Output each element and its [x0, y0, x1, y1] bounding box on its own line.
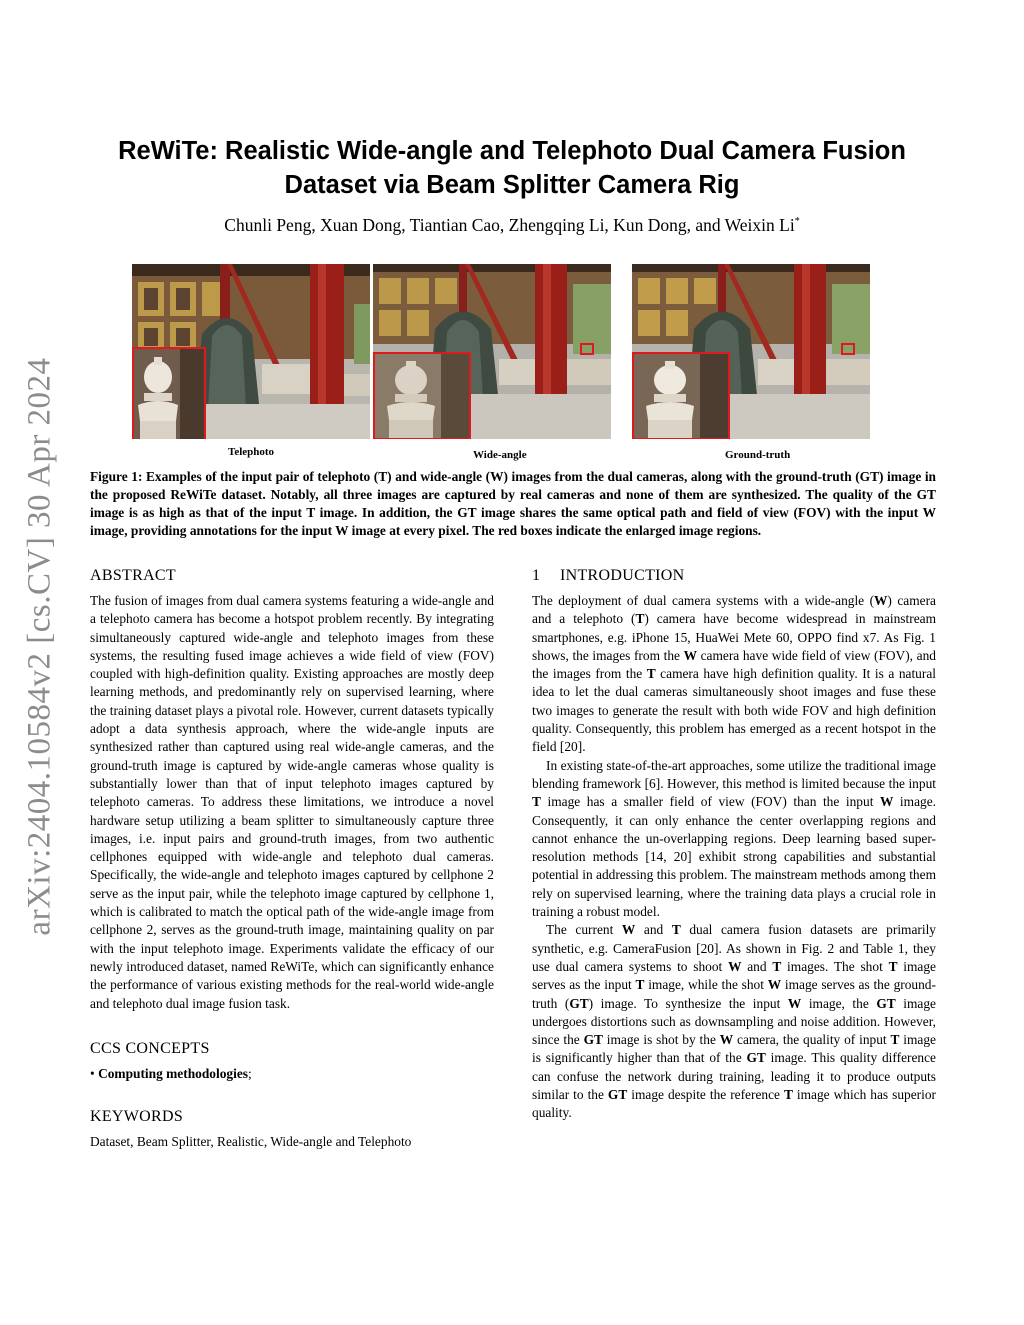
text-run: image undergoes distortions such as downsampling and noise addition. However, since the: [532, 995, 936, 1048]
bold-term: T: [635, 611, 645, 627]
ccs-item-label: Computing methodologies: [98, 1065, 248, 1081]
bold-term: W: [879, 794, 894, 810]
author-list: [60, 215, 964, 236]
bold-term: GT: [607, 1087, 628, 1103]
intro-paragraph-3: [532, 921, 936, 1122]
text-run: camera, the quality of input: [733, 1032, 891, 1048]
bold-term: W: [874, 593, 888, 608]
bold-term: T: [890, 1032, 900, 1048]
title-line-1: ReWiTe: Realistic Wide-angle and Telephoto Dual Camera Fusion: [118, 137, 906, 165]
text-run: camera have high definition quality. It is a natural idea to let the dual cameras simultaneously shoot images and fuse these two images to generate the result with both wide FOV and high definition quality. Consequently, this problem has emerged as a recent hotspot in the field [20].: [532, 666, 936, 755]
bold-term: W: [767, 977, 782, 993]
abstract-heading: ABSTRACT: [90, 567, 176, 584]
left-column: [90, 566, 494, 1151]
text-run: image, while the shot: [644, 977, 768, 993]
text-run: and: [741, 958, 773, 974]
ccs-item-suffix: ;: [247, 1065, 252, 1081]
text-run: camera have wide field of view (FOV), and the images from the: [532, 647, 936, 682]
text-run: ) camera and a telephoto (: [532, 593, 936, 627]
bold-term: W: [728, 958, 742, 974]
text-run: image is significantly higher than that of the: [532, 1032, 936, 1066]
text-run: In existing state-of-the-art approaches, some utilize the traditional image blending framework [6]. However, this method is limited because the input: [532, 757, 936, 791]
keywords-text: Dataset, Beam Splitter, Realistic, Wide-angle and Telephoto: [90, 1134, 412, 1150]
authors-text: Chunli Peng, Xuan Dong, Tiantian Cao, Zhengqing Li, Kun Dong, and Weixin Li: [224, 215, 795, 235]
bold-term: GT: [583, 1032, 603, 1048]
telephoto-image: [132, 264, 370, 439]
introduction-heading: [532, 566, 936, 586]
ground-truth-zoom-inset: [632, 352, 730, 439]
text-run: image serves as the input: [532, 958, 936, 993]
text-run: and: [635, 922, 672, 938]
paper-title: [60, 134, 964, 202]
section-title: INTRODUCTION: [560, 567, 685, 584]
bold-term: GT: [876, 995, 896, 1011]
keywords-heading: KEYWORDS: [90, 1108, 184, 1126]
intro-paragraph-2: [532, 757, 936, 922]
label-wide-angle: Wide-angle: [473, 449, 527, 461]
bold-term: W: [683, 647, 697, 663]
bold-term: T: [532, 794, 541, 810]
wide-angle-zoom-inset: [373, 352, 471, 439]
section-number: 1: [532, 567, 541, 584]
telephoto-zoom-inset: [132, 347, 206, 439]
bold-term: W: [621, 922, 636, 938]
right-column: [532, 566, 936, 1123]
bold-term: GT: [569, 995, 589, 1011]
text-run: dual camera fusion datasets are primarily synthetic, e.g. CameraFusion [20]. As shown in Fig. 2 and Table 1, they use dual camera systems to shoot: [532, 922, 936, 974]
label-ground-truth: Ground-truth: [725, 449, 791, 461]
ccs-heading: CCS CONCEPTS: [90, 1039, 210, 1057]
text-run: image has a smaller field of view (FOV) than the input: [540, 794, 880, 810]
bold-term: T: [671, 922, 681, 938]
text-run: ) image. To synthesize the input: [588, 995, 788, 1011]
bold-term: W: [787, 995, 802, 1011]
bold-term: T: [783, 1087, 793, 1103]
bold-term: GT: [746, 1050, 766, 1066]
ground-truth-image: [632, 264, 870, 439]
corresponding-mark: *: [794, 216, 800, 228]
text-run: ) camera have become widespread in mainstream smartphones, e.g. iPhone 15, HuaWei Mete 60, OPPO find x7. As Fig. 1 shows, the images from the: [532, 611, 936, 663]
figure-caption: Figure 1: Examples of the input pair of telephoto (T) and wide-angle (W) images from the dual cameras, along with the ground-truth (GT) image in the proposed ReWiTe dataset. Notably, all three images are captured by real cameras and none of them are synthesized. The quality of the GT image is as high as that of the input T image. In addition, the GT image shares the same optical path and field of view (FOV) with the input W image, providing annotations for the input W image at every pixel. The red boxes indicate the enlarged image regions.: [90, 469, 936, 538]
ccs-bullet: •: [90, 1065, 95, 1081]
text-run: image is shot by the: [602, 1032, 720, 1048]
arxiv-identifier: arXiv:2404.10584v2 [cs.CV] 30 Apr 2024: [21, 357, 58, 936]
text-run: image. This quality difference can confuse the network during training, leading it to produce outputs similar to the: [532, 1050, 936, 1103]
bold-term: T: [888, 958, 898, 974]
bold-term: T: [635, 977, 645, 993]
bold-term: W: [719, 1032, 734, 1048]
text-run: image. Consequently, it can only enhance the center overlapping regions and cannot enhance the un-overlapping regions. Deep learning based super-resolution methods [14, 20] exhibit strong capabilities and substantial potential in addressing this problem. The mainstream methods among them rely on supervised learning, where the training data plays a crucial role in training a robust model.: [532, 794, 937, 920]
bold-term: T: [646, 666, 656, 682]
text-run: image which has superior quality.: [532, 1087, 936, 1121]
abstract-text: The fusion of images from dual camera systems featuring a wide-angle and a telephoto camera has become a hotspot problem recently. By integrating simultaneously captured wide-angle and telephoto images from these systems, the resulting fused image achieves a wide field of view (FOV) coupled with high-definition quality. Existing approaches are mostly deep learning methods, and predominantly rely on supervised learning, where the training dataset plays a pivotal role. However, current datasets typically adopt a data synthesis approach, where the wide-angle inputs are synthesized rather than captured using real wide-angle cameras, and the ground-truth image is captured by wide-angle cameras whose quality is substantially lower than that of input telephoto images captured by telephoto cameras. To address these limitations, we introduce a novel hardware setup utilizing a beam splitter to simultaneously capture three images, i.e. input pairs and ground-truth images, from two authentic cellphones equipped with wide-angle and telephoto dual cameras. Specifically, the wide-angle and telephoto images captured by cellphone 2 serve as the input pair, while the telephoto image captured by cellphone 1, which is calibrated to match the optical path of the wide-angle image from cellphone 2, serves as the ground-truth image, maintaining quality on par with the input telephoto image. Experiments validate the efficacy of our newly introduced dataset, named ReWiTe, which can significantly enhance the performance of various existing methods for the real-world wide-angle and telephoto dual image fusion task.: [90, 593, 494, 1011]
text-run: image serves as the ground-truth (: [532, 977, 936, 1011]
bold-term: T: [772, 958, 782, 974]
text-run: The current: [546, 922, 622, 938]
text-run: image, the: [801, 995, 877, 1011]
wide-angle-image: [373, 264, 611, 439]
title-line-2: Dataset via Beam Splitter Camera Rig: [284, 171, 740, 199]
ccs-item: [90, 1065, 494, 1083]
text-run: images. The shot: [781, 958, 889, 974]
label-telephoto: Telephoto: [228, 446, 275, 458]
text-run: image despite the reference: [627, 1087, 784, 1103]
text-run: The deployment of dual camera systems with a wide-angle (: [532, 593, 875, 608]
intro-paragraph-1: [532, 592, 936, 757]
